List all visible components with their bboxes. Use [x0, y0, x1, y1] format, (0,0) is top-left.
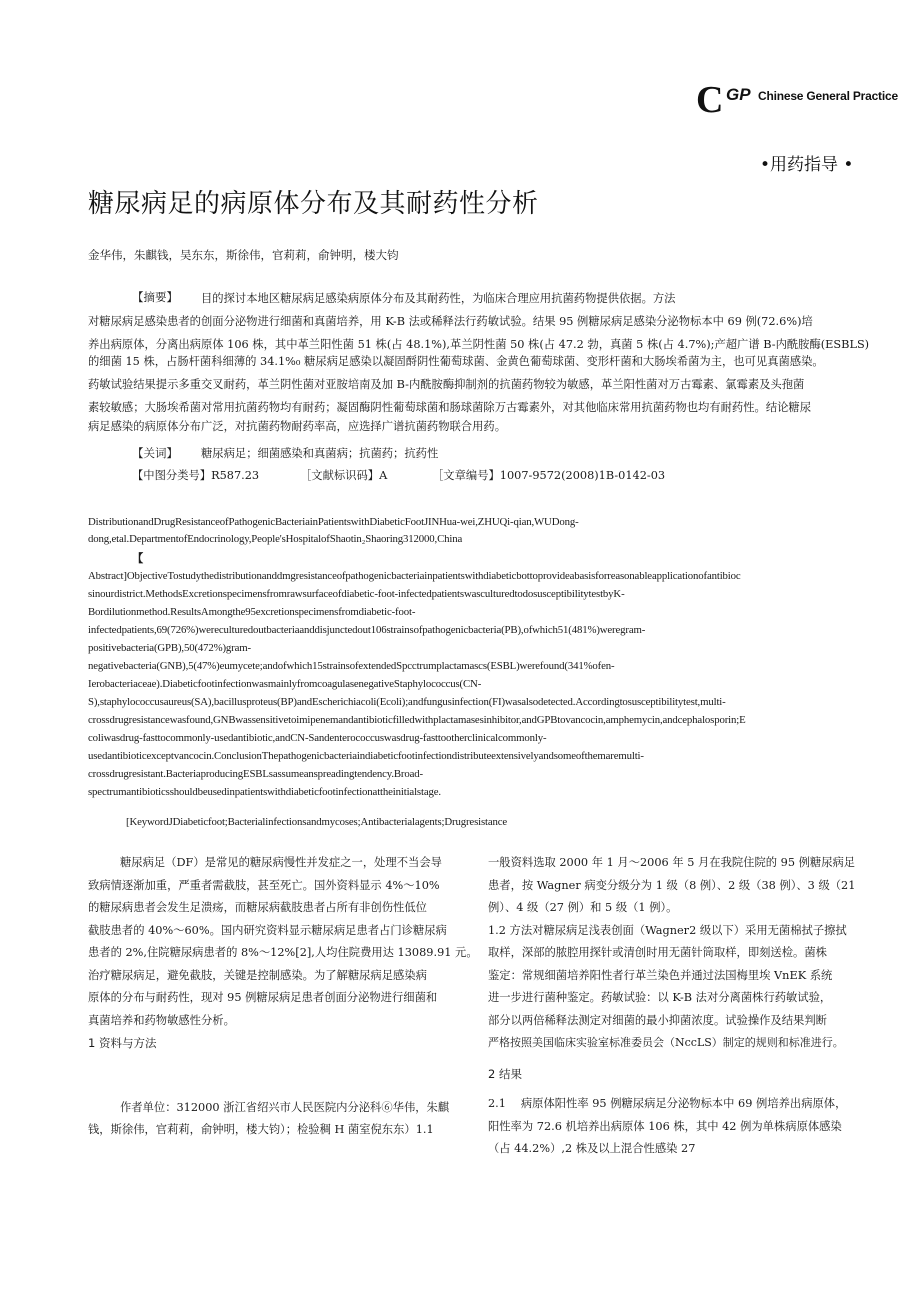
body-line: 的糖尿病患者会发生足溃疡，而糖尿病截肢患者占所有非创伤性低位	[88, 901, 427, 914]
affiliation-line: 作者单位：312000 浙江省绍兴市人民医院内分泌科⑥华伟，朱麒	[120, 1100, 450, 1114]
section-heading: 2 结果	[488, 1066, 522, 1081]
document-code: ［文献标识码】A	[300, 469, 388, 482]
body-line: 1.2 方法对糖尿病足浅表创面（Wagner2 级以下）采用无菌棉拭子擦拭	[488, 923, 847, 937]
body-line: 例）、4 级（27 例）和 5 级（1 例）。	[488, 901, 678, 914]
english-abstract-line: crossdrugresistancewasfound,GNBwassensitivetoimipenemandantibioticfilledwithplactamasesinhibitor,andGPBtovancocin,amphemycin,andcephalosporin;E	[88, 714, 746, 726]
english-abstract-line: Bordilutionmethod.ResultsAmongthe95excretionspecimensfromdiabetic-foot-	[88, 606, 416, 618]
english-abstract-line: negativebacteria(GNB),5(47%)eumycete;andofwhich15strainsofextendedSpcctrumplactamascs(ESBL)werefound(341%ofen-	[88, 660, 615, 672]
abstract-line: 病足感染的病原体分布广泛，对抗菌药物耐药率高，应选择广谱抗菌药物联合用药。	[88, 420, 506, 433]
section-heading: 1 资料与方法	[88, 1036, 157, 1050]
english-abstract-line: S),staphylococcusaureus(SA),bacillusproteus(BP)andEscherichiacoli(Ecoli);andfungusinfection(FI)wasalsodetected.Accordingtosusceptibilitytest,multi-	[88, 696, 726, 708]
english-title-line: dong,etal.DepartmentofEndocrinology,People'sHospitalofShaotin₂Shaoring312000,China	[88, 533, 463, 545]
body-line: 截肢患者的 40%～60%。国内研究资料显示糖尿病足患者占门诊糖尿病	[88, 923, 447, 937]
body-line: （占 44.2%）,2 株及以上混合性感染 27	[488, 1142, 696, 1155]
body-line: 糖尿病足（DF）是常见的糖尿病慢性并发症之一，处理不当会导	[120, 856, 442, 869]
column-label: •用药指导 •	[760, 155, 854, 175]
journal-logo	[696, 79, 898, 121]
abstract-line: 养出病原体，分离出病原体 106 株，其中革兰阳性菌 51 株(占 48.1%),革兰阴性菌 50 株(占 47.2 勃，真菌 5 株(占 4.7%);产超广谱 B-内酰胺酶(ESBLS)	[88, 338, 870, 351]
keywords-label: 【关词】	[132, 446, 178, 460]
body-line: 一般资料选取 2000 年 1 月～2006 年 5 月在我院住院的 95 例糖尿病足	[488, 856, 856, 869]
english-abstract-line: sinourdistrict.MethodsExcretionspecimensfromrawsurfaceofdiabetic-foot-infectedpatientswasculturedtodosusceptibilitytestbyK-	[88, 588, 625, 600]
english-title-line: DistributionandDrugResistanceofPathogenicBacteriainPatientswithDiabeticFootJINHua-wei,ZHUQi-qian,WUDong-	[88, 516, 579, 528]
body-line: 阳性率为 72.6 机培养出病原体 106 株，其中 42 例为单株病原体感染	[488, 1119, 842, 1133]
affiliation-line: 钱，斯徐伟，官莉莉，俞钟明，楼大钧）；检验稠 H 菌室倪东东）1.1	[88, 1123, 434, 1136]
author-list: 金华伟，朱麒钱，吴东东，斯徐伟，官莉莉，俞钟明，楼大钧	[88, 248, 399, 262]
bracket-glyph: 【	[132, 551, 144, 565]
english-abstract-line: infectedpatients,69(726%)wereculturedoutbacteriaanddisjunctedout106strainsofpathogenicbacteria(PB),ofwhich51(481%)weregram-	[88, 624, 646, 636]
body-line: 治疗糖尿病足，避免截肢，关键是控制感染。为了解糖尿病足感染病	[88, 968, 427, 982]
body-line: 原体的分布与耐药性，现对 95 例糖尿病足患者创面分泌物进行细菌和	[88, 991, 438, 1004]
english-abstract-line: coliwasdrug-fasttocommonly-usedantibiotic,andCN-Sandenterococcuswasdrug-fasttootherclinicalcommonly-	[88, 732, 547, 744]
abstract-line: 对糖尿病足感染患者的创面分泌物进行细菌和真菌培养，用 K-B 法或稀释法行药敏试验。结果 95 例糖尿病足感染分泌物标本中 69 例(72.6%)培	[88, 315, 813, 328]
english-abstract-line: Abstract]ObjectiveTostudythedistributionanddmgresistanceofpathogenicbacteriainpatientswithdiabeticbottoprovideabasisforreasonableapplicationofantibioc	[88, 570, 741, 582]
body-line: 患者的 2%,住院糖尿病患者的 8%～12%[2],人均住院费用达 13089.91 元。	[88, 946, 478, 959]
clc-number: 【中图分类号】R587.23	[132, 469, 260, 482]
logo-letter: C	[696, 79, 722, 121]
english-abstract-line: crossdrugresistant.BacteriaproducingESBLsassumeanspreadingtendency.Broad-	[88, 768, 423, 780]
abstract-line: 目的探讨本地区糖尿病足感染病原体分布及其耐药性，为临床合理应用抗菌药物提供依据。方法	[201, 292, 676, 305]
keywords-text: 糖尿病足；细菌感染和真菌病；抗菌药；抗药性	[201, 447, 439, 460]
body-right-column	[488, 852, 888, 1161]
english-abstract-line: Ierobacteriaceae).DiabeticfootinfectionwasmainlyfromcoagulasenegativeStaphylococcus(CN-	[88, 678, 482, 690]
body-line: 2.1 病原体阳性率 95 例糖尿病足分泌物标本中 69 例培养出病原体，	[488, 1097, 847, 1110]
body-line: 致病情逐渐加重，严重者需截肢，甚至死亡。国外资料显示 4%～10%	[88, 878, 440, 892]
body-line: 取样，深部的脓腔用探针或清创时用无菌针筒取样，即刻送检。菌株	[488, 946, 827, 959]
body-line: 严格按照美国临床实验室标准委员会（NccLS）制定的规则和标准进行。	[488, 1036, 844, 1049]
body-line: 患者，按 Wagner 病变分级分为 1 级（8 例）、2 级（38 例）、3 级（21	[488, 878, 856, 892]
english-abstract-line: positivebacteria(GPB),50(472%)gram-	[88, 642, 251, 654]
english-abstract-line: spectrumantibioticsshouldbeusedinpatientswithdiabeticfootinfectionattheinitialstage.	[88, 786, 441, 798]
english-abstract-line: usedantibioticexceptvancocin.ConclusionThepathogenicbacteriaindiabeticfootinfectiondistributeextensivelyandsomeofthemaremulti-	[88, 750, 644, 762]
abstract-line: 的细菌 15 株，占肠杆菌科细薄的 34.1%₀ 糖尿病足感染以凝固酹阴性葡萄球菌、金黄色葡萄球菌、变形杆菌和大肠埃希菌为主，也可见真菌感染。	[88, 355, 824, 368]
body-line: 进一步进行菌种鉴定。药敏试验：以 K-B 法对分离菌株行药敏试验，	[488, 991, 832, 1004]
article-number: ［文章编号】1007-9572(2008)1B-0142-03	[432, 469, 666, 482]
abstract-line: 药敏试验结果提示多重交叉耐药，革兰阴性菌对亚胺培南及加 B-内酰胺酶抑制剂的抗菌药物较为敏感，革兰阳性菌对万古霉素、氯霉素及头孢菌	[88, 378, 805, 391]
body-left-column	[88, 852, 478, 1142]
abstract-label: 【摘要】	[132, 290, 178, 304]
logo-gp: GP	[726, 85, 751, 104]
logo-text: Chinese General Practice	[758, 89, 898, 103]
abstract-line: 素较敏感；大肠埃希菌对常用抗菌药物均有耐药；凝固酶阴性葡萄球菌和肠球菌除万古霉素外，对其他临床常用抗菌药物也均有耐药性。结论糖尿	[88, 401, 812, 414]
body-line: 鉴定：常规细菌培养阳性者行革兰染色并通过法国梅里埃 VnEK 系统	[488, 968, 833, 982]
body-line: 真菌培养和药物敏感性分析。	[88, 1013, 235, 1027]
english-keywords: [KeywordJDiabeticfoot;Bacterialinfectionsandmycoses;Antibacterialagents;Drugresistance	[126, 816, 508, 828]
article-title: 糖尿病足的病原体分布及其耐药性分析	[88, 189, 539, 219]
body-line: 部分以两倍稀释法测定对细菌的最小抑菌浓度。试验操作及结果判断	[488, 1013, 827, 1027]
